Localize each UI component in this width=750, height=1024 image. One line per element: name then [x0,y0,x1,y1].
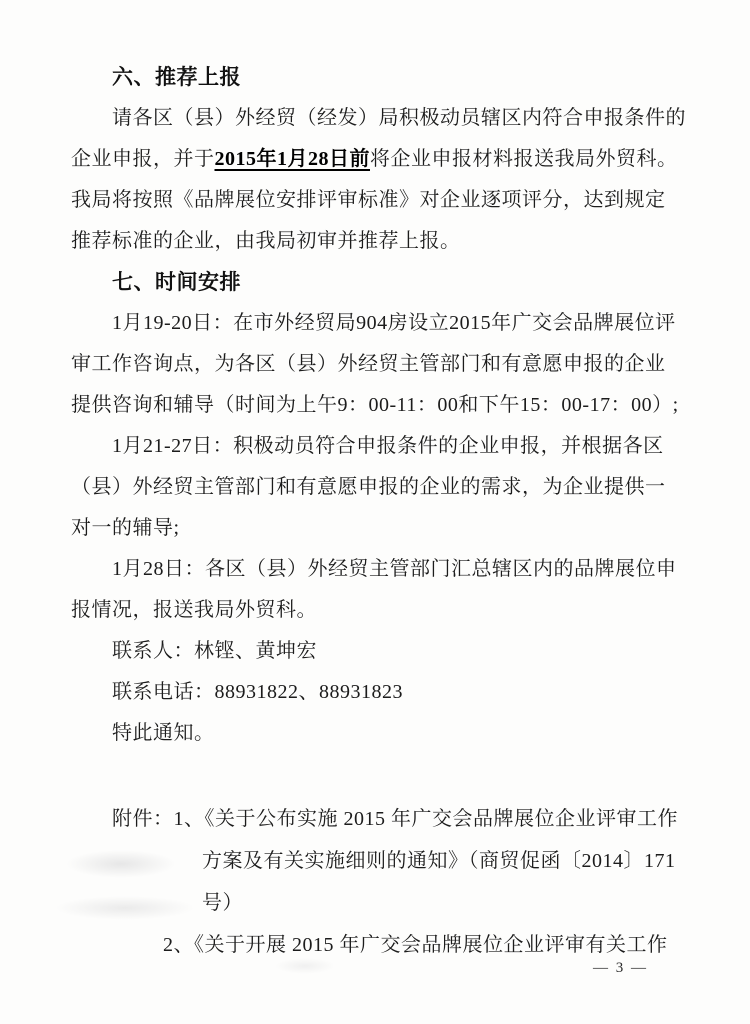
attachment-1-line-3: 号） [202,892,243,914]
schedule-1-line-2: 审工作咨询点，为各区（县）外经贸主管部门和有意愿申报的企业 [71,353,666,375]
line-2-pre-text: 企业申报，并于 [71,148,215,170]
schedule-3-line-2: 报情况，报送我局外贸科。 [71,599,317,621]
contact-phone: 联系电话：88931822、88931823 [112,681,403,703]
section-6-paragraph-line-3: 我局将按照《品牌展位安排评审标准》对企业逐项评分，达到规定 [71,189,666,211]
attachment-list [71,798,678,966]
attachment-2-title-part-1: 《关于开展 2015 年广交会品牌展位企业评审有关工作 [194,934,668,956]
deadline-date-emphasis: 2015年1月28日前 [214,148,370,170]
page-number: — 3 — [593,960,648,976]
attachment-1-line-1 [71,798,678,840]
section-6-paragraph-line-4: 推荐标准的企业，由我局初审并推荐上报。 [71,230,461,252]
schedule-2-line-1: 1月21-27日：积极动员符合申报条件的企业申报，并根据各区 [112,435,664,457]
section-7-heading: 七、时间安排 [112,271,241,294]
document-body [71,57,686,966]
attachment-2-line-1 [71,924,668,966]
closing-statement: 特此通知。 [112,722,215,744]
attachment-2-number: 2、 [163,934,194,956]
section-6-heading: 六、推荐上报 [112,66,241,89]
attachment-label: 附件： [112,808,174,830]
schedule-3-line-1: 1月28日：各区（县）外经贸主管部门汇总辖区内的品牌展位申 [112,558,677,580]
contact-person: 联系人：林铿、黄坤宏 [112,640,317,662]
schedule-1-line-3: 提供咨询和辅导（时间为上午9：00-11：00和下午15：00-17：00）; [71,394,679,416]
attachment-1-number: 1、 [173,808,205,830]
attachment-1-title-part-1: 《关于公布实施 2015 年广交会品牌展位企业评审工作 [204,808,678,830]
section-6-paragraph-line-2 [71,139,678,180]
schedule-2-line-3: 对一的辅导; [71,517,180,539]
schedule-1-line-1: 1月19-20日：在市外经贸局904房设立2015年广交会品牌展位评 [112,312,676,334]
attachment-1-line-2: 方案及有关实施细则的通知》（商贸促函〔2014〕171 [202,850,676,872]
section-6-paragraph-line-1: 请各区（县）外经贸（经发）局积极动员辖区内符合申报条件的 [112,107,686,129]
line-2-post-text: 将企业申报材料报送我局外贸科。 [370,148,678,170]
schedule-2-line-2: （县）外经贸主管部门和有意愿申报的企业的需求，为企业提供一 [71,476,666,498]
